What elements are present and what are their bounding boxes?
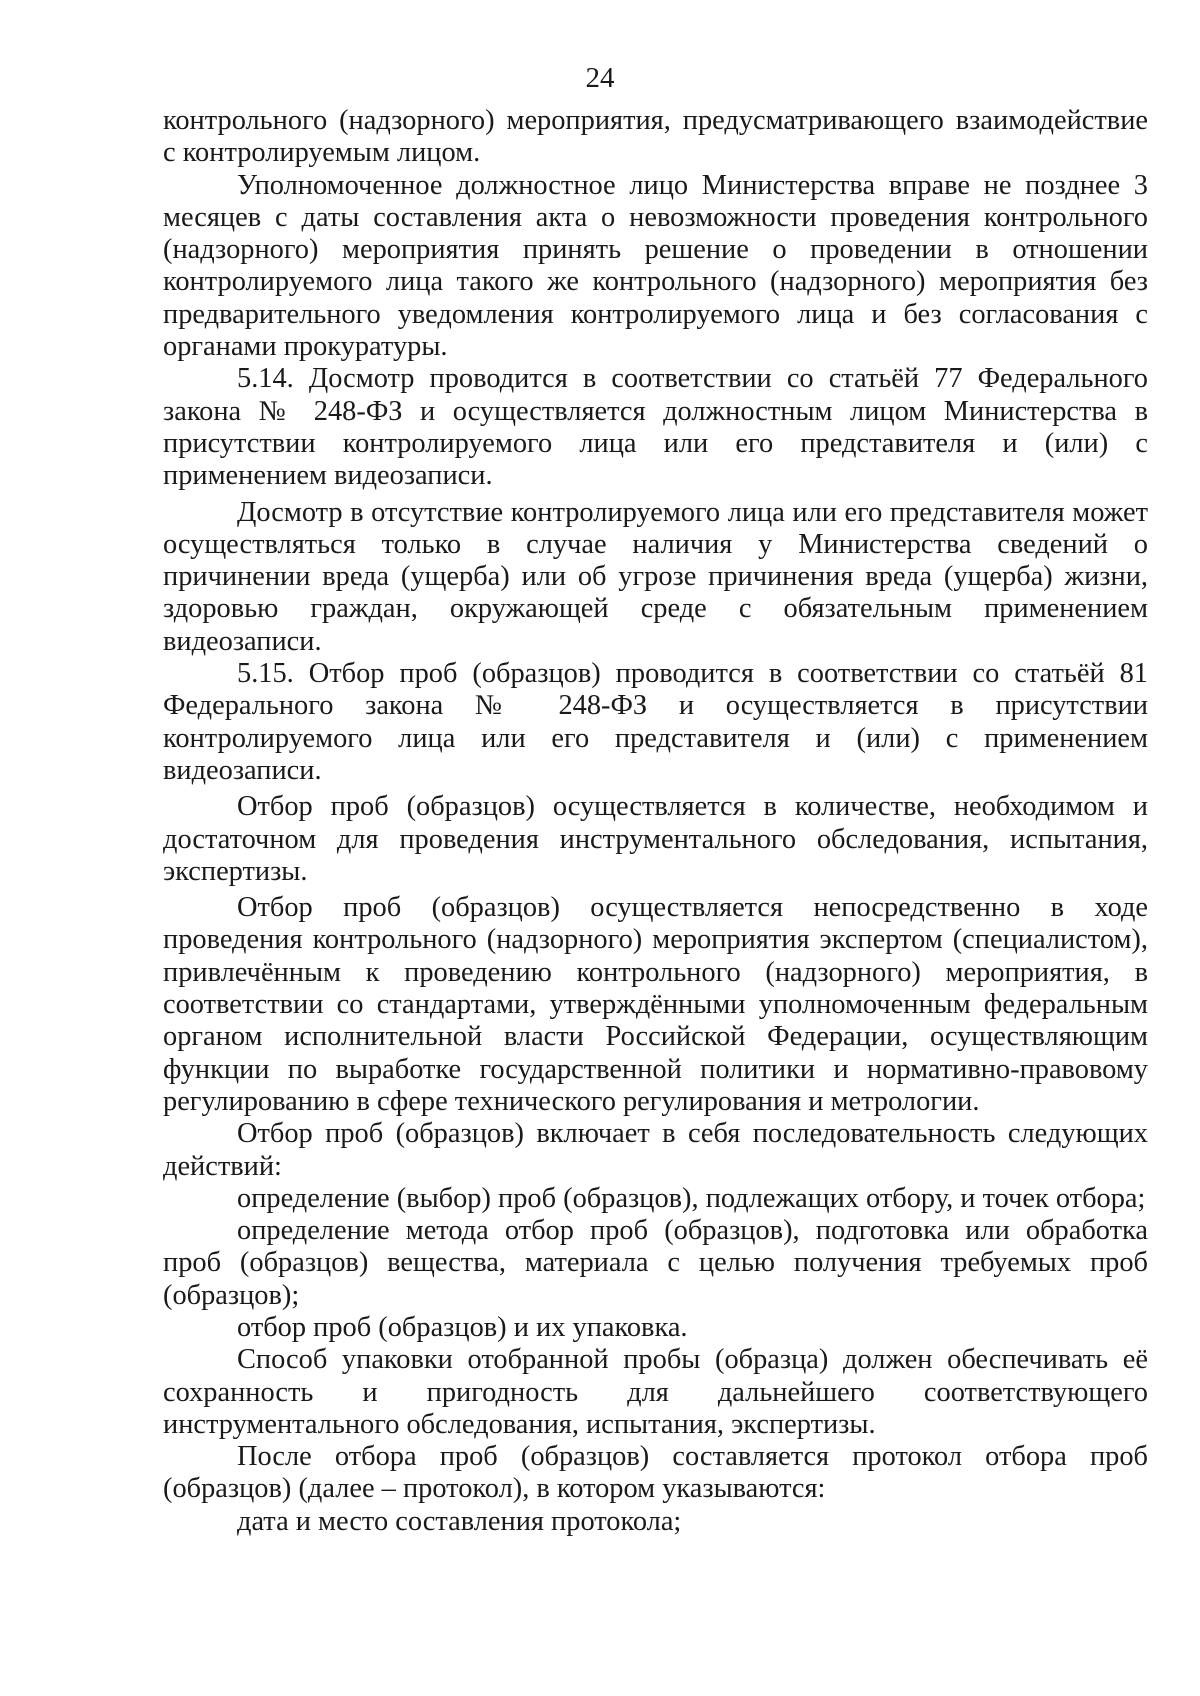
- document-body: [163, 105, 1148, 1538]
- list-item: отбор проб (образцов) и их упаковка.: [237, 1311, 688, 1343]
- list-item: определение (выбор) проб (образцов), подлежащих отбору, и точек отбора;: [237, 1182, 1146, 1214]
- paragraph: 5.14. Досмотр проводится в соответствии со статьёй 77 Федерального закона № 248-ФЗ и осуществляется должностным лицом Министерства в присутствии контролируемого лица или его представителя и (или) с применением видеозаписи.: [163, 363, 1148, 492]
- paragraph: Уполномоченное должностное лицо Министерства вправе не позднее 3 месяцев с даты составления акта о невозможности проведения контрольного (надзорного) мероприятия принять решение о проведении в отношении контролируемого лица такого же контрольного (надзорного) мероприятия без предварительного уведомления контролируемого лица и без согласования с органами прокуратуры.: [163, 169, 1148, 363]
- paragraph: Отбор проб (образцов) осуществляется непосредственно в ходе проведения контрольного (надзорного) мероприятия экспертом (специалистом), привлечённым к проведению контрольного (надзорного) мероприятия, в соответствии со стандартами, утверждёнными уполномоченным федеральным органом исполнительной власти Российской Федерации, осуществляющим функции по выработке государственной политики и нормативно-правовому регулированию в сфере технического регулирования и метрологии.: [163, 892, 1148, 1117]
- paragraph: Отбор проб (образцов) осуществляется в количестве, необходимом и достаточном для проведения инструментального обследования, испытания, экспертизы.: [163, 791, 1148, 887]
- paragraph: Досмотр в отсутствие контролируемого лица или его представителя может осуществляться только в случае наличия у Министерства сведений о причинении вреда (ущерба) или об угрозе причинения вреда (ущерба) жизни, здоровью граждан, окружающей среде с обязательным применением видеозаписи.: [163, 496, 1148, 657]
- list-item: дата и место составления протокола;: [237, 1505, 682, 1537]
- page-number: 24: [585, 62, 615, 94]
- paragraph: Способ упаковки отобранной пробы (образца) должен обеспечивать её сохранность и пригодность для дальнейшего соответствующего инструментального обследования, испытания, экспертизы.: [163, 1344, 1148, 1440]
- paragraph: 5.15. Отбор проб (образцов) проводится в соответствии со статьёй 81 Федерального закона № 248-ФЗ и осуществляется в присутствии контролируемого лица или его представителя и (или) с применением видеозаписи.: [163, 658, 1148, 786]
- paragraph: После отбора проб (образцов) составляется протокол отбора проб (образцов) (далее – протокол), в котором указываются:: [163, 1441, 1148, 1505]
- list-item: определение метода отбор проб (образцов), подготовка или обработка проб (образцов) вещества, материала с целью получения требуемых проб (образцов);: [163, 1215, 1148, 1311]
- paragraph: Отбор проб (образцов) включает в себя последовательность следующих действий:: [163, 1118, 1148, 1182]
- paragraph: контрольного (надзорного) мероприятия, предусматривающего взаимодействие с контролируемым лицом.: [163, 105, 1148, 169]
